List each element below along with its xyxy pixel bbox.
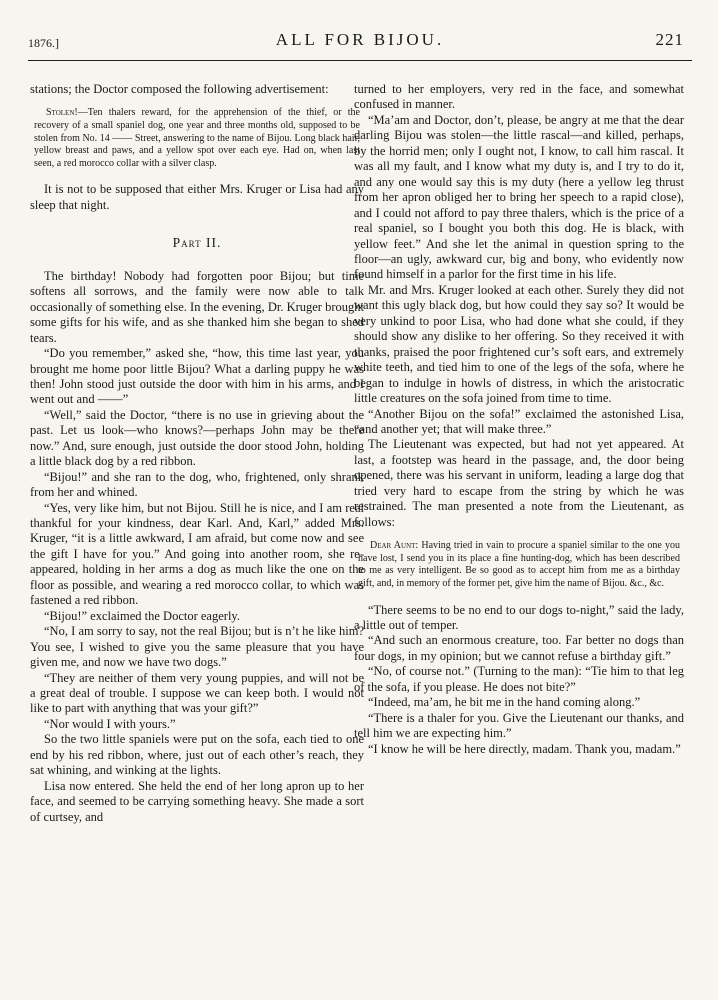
paragraph: “No, of course not.” (Turning to the man): “Tie him to that leg of the sofa, if you please. He does not bite?”: [354, 664, 684, 694]
notice-lead: Stolen!: [46, 107, 78, 119]
paragraph: turned to her employers, very red in the face, and somewhat confused in manner.: [354, 82, 684, 112]
paragraph: “Yes, very like him, but not Bijou. Still he is nice, and I am real thankful for your kindness, dear Karl. And, Karl,” added Mrs. Kruger, “it is a little awkward, I am afraid, but come now and see the gift I have for you.” And going into another room, she re-appeared, holding in her arms a dog as much like the one on the floor as possible, and wearing a red morocco collar, to which was fastened a red ribbon.: [30, 500, 364, 608]
note-lead: Dear Aunt:: [370, 540, 419, 552]
paragraph: “Ma’am and Doctor, don’t, please, be angry at me that the dear darling Bijou was stolen—the little rascal—and killed, perhaps, by the horrid men; only I ought not, I know, to call him rascal. It was all my fault, and I know what my duty is, and I try to do it, and any one would say this is my duty (here a yellow leg thrust from her apron obliged her to bring her speech to a rapid close), and I could not afford to pay three thalers, which is the price of a real spaniel, so I bought you both this dog. He is black, with yellow feet.” And she let the animal in question spring to the floor—an ugly, awkward cur, big and bony, who evidently now found himself in a parlor for the first time in his life.: [354, 112, 684, 282]
paragraph: “No, I am sorry to say, not the real Bijou; but is n’t he like him? You see, I wished to give you the same pleasure that you have given me, and now we have two dogs.”: [30, 624, 364, 670]
paragraph: “Bijou!” exclaimed the Doctor eagerly.: [44, 608, 240, 623]
paragraph: It is not to be supposed that either Mrs. Kruger or Lisa had any sleep that night.: [30, 182, 364, 212]
paragraph: “Do you remember,” asked she, “how, this time last year, you brought me home poor little Bijou? What a darling puppy he was then! John stood just outside the door with him in his arms, and I went out and ——”: [30, 346, 364, 407]
paragraph: “There seems to be no end to our dogs to-night,” said the lady, a little out of temper.: [354, 602, 684, 632]
notice-body: —Ten thalers reward, for the apprehension of the thief, or the recovery of a small spaniel dog, one year and three months old, supposed to be stolen from No. 14 —— Street, answering to the name of Bijou. Long black hair, yellow breast and paws, and a yellow spot over each eye. Had on, when last seen, a red morocco collar with a silver clasp.: [34, 107, 360, 169]
paragraph: Lisa now entered. She held the end of her long apron up to her face, and seemed to be carrying something heavy. She made a sort of curtsey, and: [30, 778, 364, 824]
paragraph: Mr. and Mrs. Kruger looked at each other. Surely they did not want this ugly black dog, but how could they say so? It would be very unkind to poor Lisa, who had done what she could, if they should show any dislike to her offering. So they received it with thanks, praised the poor frightened cur’s soft ears, and extremely white teeth, and tied him to one of the legs of the sofa, where he began to indulge in howls of distress, in which the aristocratic little creatures on the sofa joined from time to time.: [354, 282, 684, 406]
paragraph: The Lieutenant was expected, but had not yet appeared. At last, a footstep was heard in the passage, and, the door being opened, there was his servant in uniform, leading a large dog that tried very hard to escape from the string by which he was restrained. The man presented a note from the Lieutenant, as follows:: [354, 437, 684, 529]
paragraph: So the two little spaniels were put on the sofa, each tied to one end by his red ribbon, where, just out of each other’s reach, they sat whining, and winking at the lights.: [30, 732, 364, 778]
advertisement-notice: [34, 107, 360, 170]
left-column: [30, 82, 364, 825]
page-number: 221: [655, 30, 684, 49]
header-rule: [28, 60, 692, 61]
paragraph: “They are neither of them very young puppies, and will not be a great deal of trouble. I suppose we can keep both. I would not like to part with anything that was your gift?”: [30, 670, 364, 716]
note-body: Having tried in vain to procure a spaniel similar to the one you have lost, I send you in its place a fine hunting-dog, which has been described to me as very intelligent. Be so good as to accept him from me as a birthday gift, and, in memory of the former pet, give him the name of Bijou. &c., &c.: [358, 540, 681, 589]
paragraph: “Another Bijou on the sofa!” exclaimed the astonished Lisa, “and another yet; that will make three.”: [354, 406, 684, 436]
right-column: [354, 82, 684, 757]
paragraph: stations; the Doctor composed the following advertisement:: [30, 82, 329, 96]
paragraph: “And such an enormous creature, too. Far better no dogs than four dogs, in my opinion; but we cannot refuse a birthday gift.”: [354, 633, 684, 663]
lieutenant-note: [358, 540, 680, 590]
header-year: 1876.]: [28, 36, 59, 50]
paragraph: “I know he will be here directly, madam. Thank you, madam.”: [368, 741, 681, 756]
section-title: Part II.: [172, 235, 222, 251]
header-title: ALL FOR BIJOU.: [275, 30, 445, 49]
paragraph: “Indeed, ma’am, he bit me in the hand coming along.”: [368, 695, 641, 710]
paragraph: “Well,” said the Doctor, “there is no use in grieving about the past. Let us look—who knows?—perhaps John may be there now.” And, sure enough, just outside the door stood John, holding a little black dog by a red ribbon.: [30, 407, 364, 469]
paragraph: The birthday! Nobody had forgotten poor Bijou; but time softens all sorrows, and the family were now able to talk occasionally of something else. In the evening, Dr. Kruger brought some gifts for his wife, and as she thanked him she began to shed tears.: [30, 268, 364, 345]
paragraph: “Nor would I with yours.”: [44, 716, 176, 731]
paragraph: “There is a thaler for you. Give the Lieutenant our thanks, and tell him we are expecting him.”: [354, 710, 684, 741]
running-header: [28, 26, 692, 56]
paragraph: “Bijou!” and she ran to the dog, who, frightened, only shrank from her and whined.: [30, 469, 364, 500]
